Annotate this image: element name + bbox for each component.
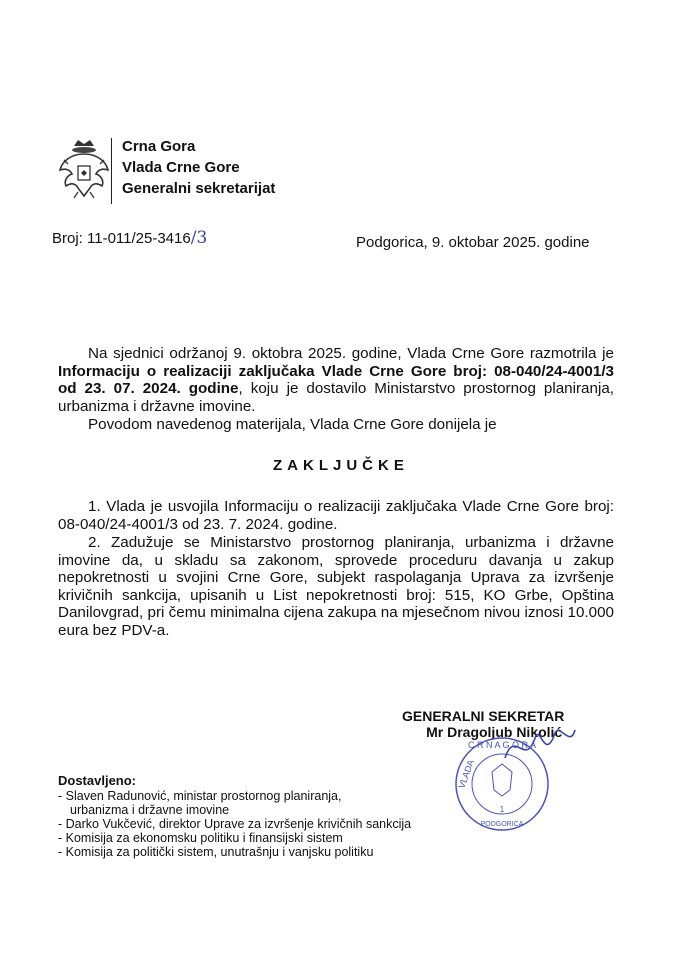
header-divider <box>111 138 112 204</box>
place-date: Podgorica, 9. oktobar 2025. godine <box>356 234 590 251</box>
issuer-department: Generalni sekretarijat <box>122 180 276 197</box>
distribution-list <box>58 773 411 859</box>
intro-paragraph-2: Povodom navedenog materijala, Vlada Crne Gore donijela je <box>88 416 497 433</box>
coat-of-arms-icon <box>56 136 112 202</box>
official-stamp <box>452 734 552 834</box>
svg-text:VLADA: VLADA <box>456 758 476 790</box>
distribution-item: - Darko Vukčević, direktor Uprave za izvršenje krivičnih sankcija <box>58 817 412 831</box>
conclusion-1: 1. Vlada je usvojila Informaciju o realizaciji zaključaka Vlade Crne Gore broj: 08-040/24-4001/3 od 23. 7. 2024. godine. <box>58 498 614 533</box>
issuer-government: Vlada Crne Gore <box>122 159 240 176</box>
distribution-item: - Slaven Radunović, ministar prostornog planiranja, <box>58 789 342 803</box>
section-title: ZAKLJUČKE <box>273 457 409 474</box>
distribution-item: - Komisija za ekonomsku politiku i finansijski sistem <box>58 831 343 845</box>
distribution-heading: Dostavljeno: <box>58 773 137 788</box>
reference-number-text: Broj: 11-011/25-3416 <box>52 230 191 247</box>
reference-number <box>52 228 207 248</box>
svg-text:C R N A G O R A: C R N A G O R A <box>467 740 537 750</box>
conclusion-2: 2. Zadužuje se Ministarstvo prostornog planiranja, urbanizma i državne imovine da, u skladu sa zakonom, sprovede proceduru davanja u zakup nepokretnosti u svojini Crne Gore, subjekt raspolaganja Uprava za izvršenje krivičnih sankcija, upisanih u List nepokretnosti broj: 515, KO Grbe, Opština Danilovgrad, pri čemu minimalna cijena zakupa na mjesečnom nivou iznosi 10.000 eura bez PDV-a. <box>58 534 614 639</box>
intro-paragraph: Na sjednici održanoj 9. oktobra 2025. godine, Vlada Crne Gore razmotrila je Informaciju o realizaciji zaključaka Vlade Crne Gore broj: 08-040/24-4001/3 od 23. 07. 2024. godine, koju je dostavilo Ministarstvo prostornog planiranja, urbanizma i državne imovine. <box>58 345 614 415</box>
intro-bold-reference: Informaciju o realizaciji zaključaka Vlade Crne Gore broj: 08-040/24-4001/3 od 23. 07. 2024. godine <box>58 362 614 397</box>
svg-text:PODGORICA: PODGORICA <box>480 821 524 828</box>
issuer-block <box>122 136 275 199</box>
distribution-item: - Komisija za politički sistem, unutrašnju i vanjsku politiku <box>58 845 374 859</box>
issuer-country: Crna Gora <box>122 138 196 155</box>
signatory-name: Mr Dragoljub Nikolić <box>426 724 563 740</box>
handwritten-suffix: /3 <box>190 228 208 248</box>
distribution-item: urbanizma i državne imovine <box>70 803 230 817</box>
svg-text:1: 1 <box>499 805 505 814</box>
signatory-title: GENERALNI SEKRETAR <box>402 708 565 724</box>
